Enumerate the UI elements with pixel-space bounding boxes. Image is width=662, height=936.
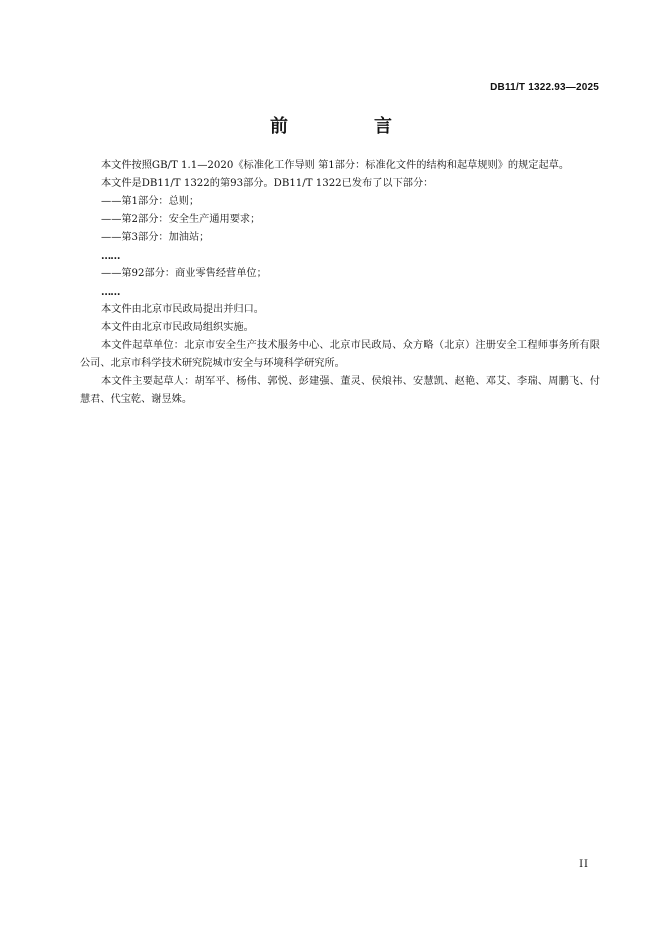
series-intro-paragraph: 本文件是DB11/T 1322的第93部分。DB11/T 1322已发布了以下部分： (101, 178, 434, 189)
list-ellipsis: …… (101, 250, 120, 262)
drafting-units-paragraph: 本文件起草单位：北京市安全生产技术服务中心、北京市民政局、众方略（北京）注册安全工程师事务所有限公司、北京市科学技术研究院城市安全与环境科学研究所。 (80, 340, 600, 369)
document-code: DB11/T 1322.93—2025 (490, 82, 599, 93)
proposer-paragraph: 本文件由北京市民政局提出并归口。 (101, 304, 264, 315)
list-ellipsis: …… (101, 286, 120, 298)
section-title: 前 言 (270, 116, 426, 137)
drafters-paragraph: 本文件主要起草人：胡军平、杨伟、郭悦、彭建强、董灵、侯烺祎、安慧凯、赵艳、邓艾、李瑞、周鹏飞、付慧君、代宝乾、谢昱姝。 (80, 376, 600, 405)
part-list-item: ——第2部分：安全生产通用要求； (101, 214, 261, 225)
part-list-item: ——第92部分：商业零售经营单位； (101, 268, 267, 279)
drafting-basis-paragraph: 本文件按照GB/T 1.1—2020《标准化工作导则 第1部分：标准化文件的结构和起草规则》的规定起草。 (101, 160, 570, 171)
part-list-item: ——第3部分：加油站； (101, 232, 210, 243)
part-list-item: ——第1部分：总则； (101, 196, 200, 207)
foreword-body (80, 157, 600, 409)
page-number: II (579, 859, 589, 870)
implementer-paragraph: 本文件由北京市民政局组织实施。 (101, 322, 254, 333)
